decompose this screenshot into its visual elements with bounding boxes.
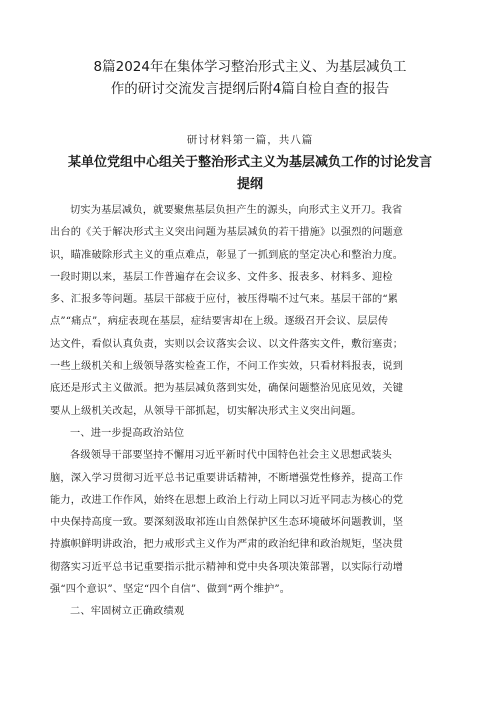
body-line: 彻落实习近平总书记重要指示批示精神和党中央各项决策部署，以实际行动增 <box>50 561 404 573</box>
article-body <box>50 200 454 624</box>
body-line: 识，瞄准破除形式主义的重点难点，彰显了一抓到底的坚定决心和整治力度。 <box>50 249 404 261</box>
body-line: 达文件，看似认真负责，实则以会议落实会议、以文件落实文件，敷衍塞责； <box>50 338 404 350</box>
body-line: 持旗帜鲜明讲政治，把力戒形式主义作为严肃的政治纪律和政治规矩，坚决贯 <box>50 539 404 551</box>
body-line: 多、汇报多等问题。基层干部疲于应付，被压得喘不过气来。基层干部的“累 <box>50 294 399 306</box>
article-title-line-1: 某单位党组中心组关于整治形式主义为基层减负工作的讨论发言 <box>67 155 432 170</box>
body-line: 中央保持高度一致。要深刻汲取祁连山自然保护区生态环境破坏问题教训，坚 <box>50 517 404 529</box>
section-heading-1: 一、进一步提高政治站位 <box>70 427 185 439</box>
section-heading-2: 二、牢固树立正确政绩观 <box>70 606 185 618</box>
document-title <box>60 56 440 100</box>
body-line: 要从上级机关改起，从领导干部抓起，切实解决形式主义突出问题。 <box>50 405 362 417</box>
body-line: 一些上级机关和上级领导落实检查工作，不问工作实效，只看材料报表，说到 <box>50 361 404 373</box>
body-line: 强“四个意识”、坚定“四个自信”、做到“两个维护”。 <box>50 584 291 596</box>
article-title-line-2: 提纲 <box>236 177 263 192</box>
article-title <box>56 152 444 196</box>
document-title-line-1: 8篇2024年在集体学习整治形式主义、为基层减负工 <box>93 59 407 75</box>
body-line: 出台的《关于解决形式主义突出问题为基层减负的若干措施》以强烈的问题意 <box>50 227 404 239</box>
body-line: 脑，深入学习贯彻习近平总书记重要讲话精神，不断增强党性修养，提高工作 <box>50 472 404 484</box>
body-line: 各级领导干部要坚持不懈用习近平新时代中国特色社会主义思想武装头 <box>70 450 393 462</box>
body-line: 点”“痛点”，病症表现在基层，症结要害却在上级。逐级召开会议、层层传 <box>50 316 389 328</box>
document-title-line-2: 作的研讨交流发言提纲后附4篇自检自查的报告 <box>110 81 390 97</box>
body-line: 底还是形式主义做派。把为基层减负落到实处，确保问题整治见底见效，关键 <box>50 383 404 395</box>
section-label: 研讨材料第一篇，共八篇 <box>186 134 314 146</box>
body-line: 一段时期以来，基层工作普遍存在会议多、文件多、报表多、材料多、迎检 <box>50 271 393 283</box>
body-line: 能力，改进工作作风，始终在思想上政治上行动上同以习近平同志为核心的党 <box>50 494 404 506</box>
body-line: 切实为基层减负，就要聚焦基层负担产生的源头，向形式主义开刀。我省 <box>70 205 403 216</box>
